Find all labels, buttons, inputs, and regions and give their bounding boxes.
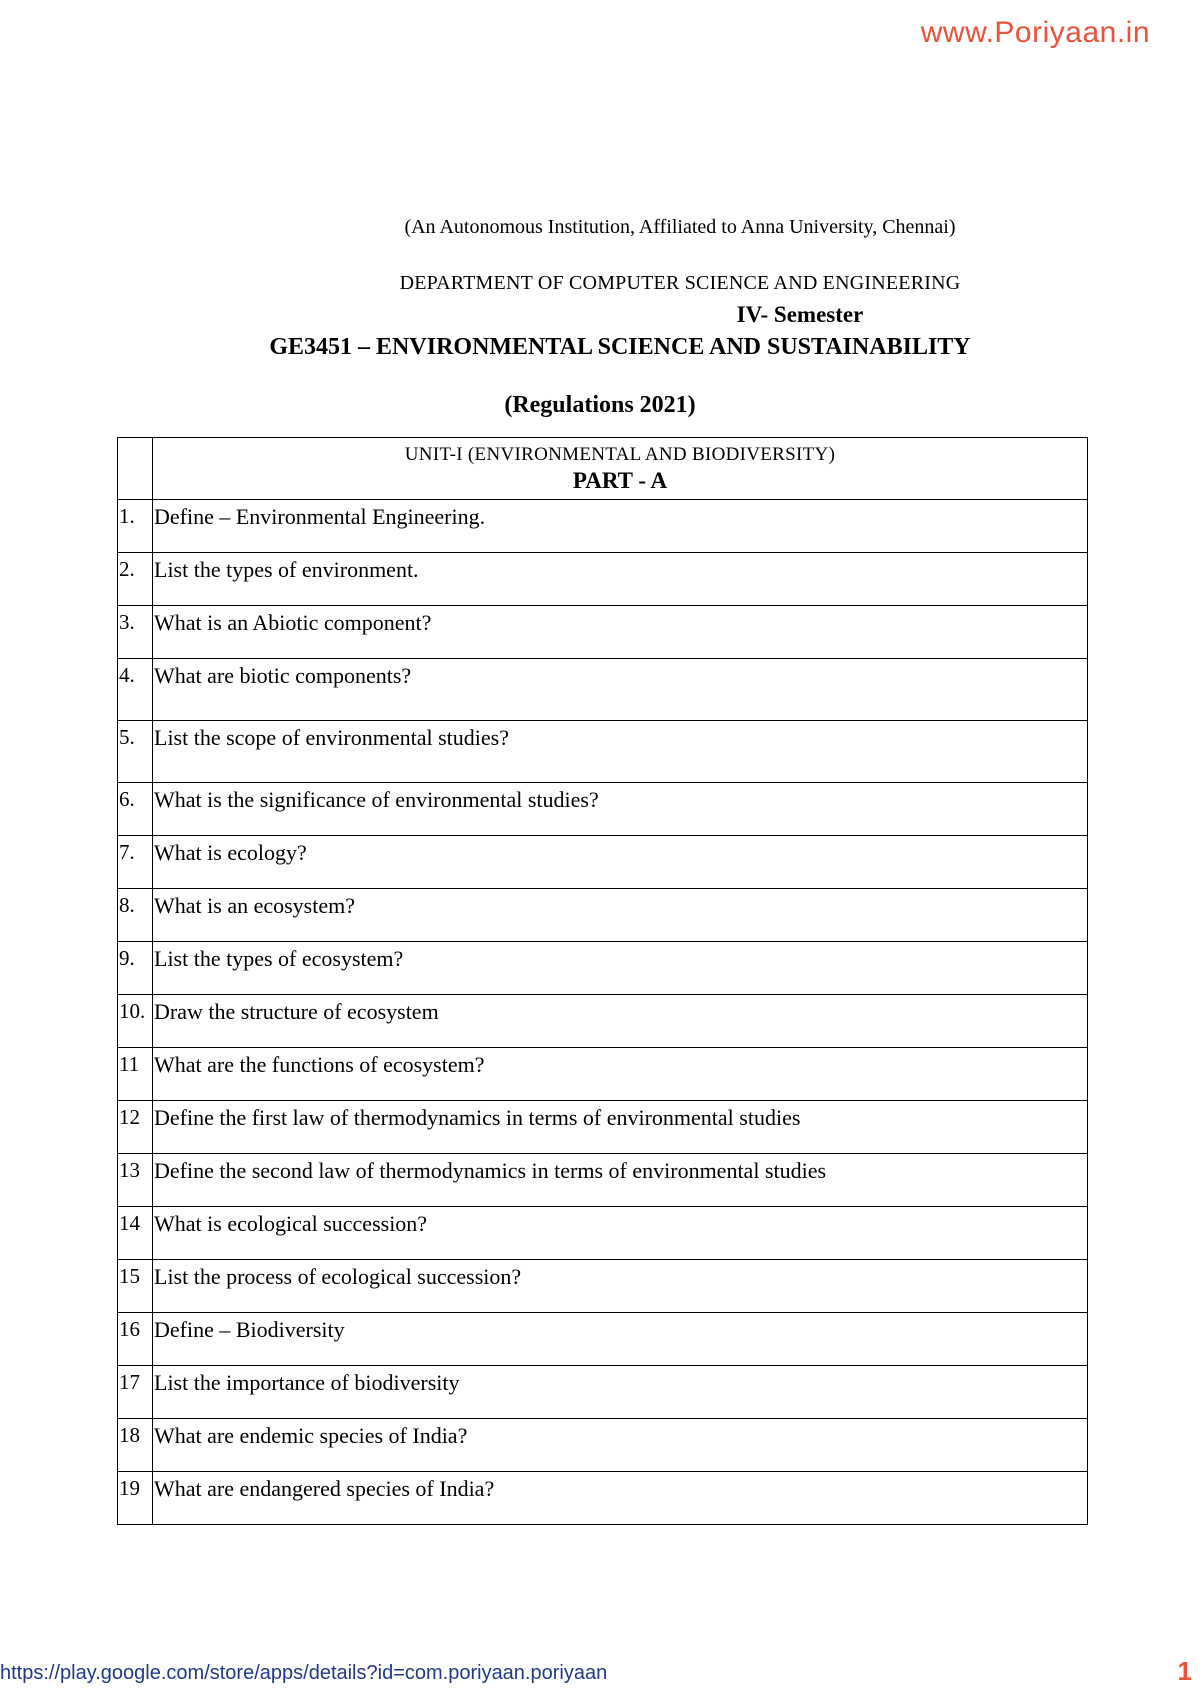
- table-row: [118, 1048, 1088, 1101]
- header-title-cell: [153, 438, 1088, 500]
- question-text: What is an ecosystem?: [153, 889, 1088, 942]
- question-text: Define – Biodiversity: [153, 1313, 1088, 1366]
- table-row: [118, 1260, 1088, 1313]
- footer-link[interactable]: https://play.google.com/store/apps/details?id=com.poriyaan.poriyaan: [0, 1662, 608, 1684]
- course-title: GE3451 – ENVIRONMENTAL SCIENCE AND SUSTAINABILITY: [269, 334, 971, 360]
- department-line: DEPARTMENT OF COMPUTER SCIENCE AND ENGINEERING: [399, 272, 961, 294]
- question-text: List the scope of environmental studies?: [153, 721, 1088, 783]
- table-row: [118, 889, 1088, 942]
- table-row: [118, 995, 1088, 1048]
- institution-line: (An Autonomous Institution, Affiliated to Anna University, Chennai): [404, 216, 956, 238]
- table-row: [118, 836, 1088, 889]
- table-row: [118, 1101, 1088, 1154]
- question-number: 19: [118, 1472, 153, 1525]
- question-number: 15: [118, 1260, 153, 1313]
- question-text: What is ecological succession?: [153, 1207, 1088, 1260]
- question-number: 9.: [118, 942, 153, 995]
- table-row: [118, 553, 1088, 606]
- table-row: [118, 1207, 1088, 1260]
- question-number: 5.: [118, 721, 153, 783]
- page-number: 1: [1177, 1656, 1192, 1686]
- question-text: Draw the structure of ecosystem: [153, 995, 1088, 1048]
- question-number: 17: [118, 1366, 153, 1419]
- question-text: What is the significance of environmental studies?: [153, 783, 1088, 836]
- question-text: Define the second law of thermodynamics in terms of environmental studies: [153, 1154, 1088, 1207]
- table-header-row: [118, 438, 1088, 500]
- question-number: 8.: [118, 889, 153, 942]
- question-text: Define the first law of thermodynamics in terms of environmental studies: [153, 1101, 1088, 1154]
- question-number: 1.: [118, 500, 153, 553]
- question-text: List the types of environment.: [153, 553, 1088, 606]
- question-number: 14: [118, 1207, 153, 1260]
- question-text: What is ecology?: [153, 836, 1088, 889]
- part-title: PART - A: [572, 468, 668, 493]
- question-text: List the types of ecosystem?: [153, 942, 1088, 995]
- question-text: What is an Abiotic component?: [153, 606, 1088, 659]
- question-text: What are endemic species of India?: [153, 1419, 1088, 1472]
- semester-line: IV- Semester: [736, 302, 864, 327]
- table-row: [118, 942, 1088, 995]
- question-text: Define – Environmental Engineering.: [153, 500, 1088, 553]
- question-number: 7.: [118, 836, 153, 889]
- table-row: [118, 1472, 1088, 1525]
- question-text: What are biotic components?: [153, 659, 1088, 721]
- table-row: [118, 659, 1088, 721]
- question-text: What are endangered species of India?: [153, 1472, 1088, 1525]
- table-row: [118, 606, 1088, 659]
- question-table: [117, 437, 1088, 1525]
- question-number: 10.: [118, 995, 153, 1048]
- table-row: [118, 1366, 1088, 1419]
- question-number: 3.: [118, 606, 153, 659]
- question-text: What are the functions of ecosystem?: [153, 1048, 1088, 1101]
- table-row: [118, 1313, 1088, 1366]
- question-text: List the process of ecological succession?: [153, 1260, 1088, 1313]
- question-number: 13: [118, 1154, 153, 1207]
- question-text: List the importance of biodiversity: [153, 1366, 1088, 1419]
- question-number: 12: [118, 1101, 153, 1154]
- regulations-line: (Regulations 2021): [504, 392, 696, 418]
- question-number: 6.: [118, 783, 153, 836]
- table-row: [118, 721, 1088, 783]
- table-row: [118, 783, 1088, 836]
- table-row: [118, 1419, 1088, 1472]
- question-number: 4.: [118, 659, 153, 721]
- question-number: 2.: [118, 553, 153, 606]
- unit-title: UNIT-I (ENVIRONMENTAL AND BIODIVERSITY): [404, 444, 836, 465]
- question-number: 16: [118, 1313, 153, 1366]
- question-number: 18: [118, 1419, 153, 1472]
- table-row: [118, 1154, 1088, 1207]
- question-number: 11: [118, 1048, 153, 1101]
- site-watermark[interactable]: www.Poriyaan.in: [920, 16, 1150, 49]
- table-row: [118, 500, 1088, 553]
- header-empty-cell: [118, 438, 153, 500]
